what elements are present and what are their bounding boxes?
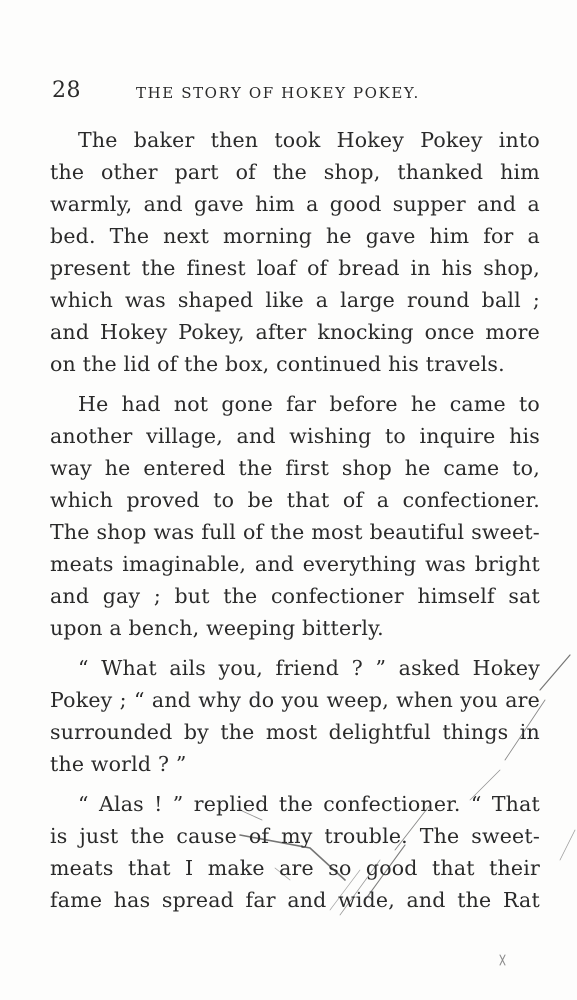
word: a: [527, 224, 540, 248]
word: gay: [102, 584, 141, 608]
text-line: [50, 156, 540, 188]
word: be: [247, 488, 274, 512]
word: confectioner.: [323, 792, 461, 816]
word: took: [274, 128, 321, 152]
word: part: [174, 160, 219, 184]
word: shop,: [483, 256, 540, 280]
word: and: [406, 888, 446, 912]
word: “: [78, 656, 89, 680]
word: far: [286, 392, 317, 416]
word: imaginable,: [122, 552, 247, 576]
word: that: [286, 488, 330, 512]
word: and: [50, 320, 90, 344]
word: trouble.: [324, 824, 408, 848]
word: everything: [302, 552, 417, 576]
word: supper: [392, 192, 466, 216]
word: Hokey: [100, 320, 168, 344]
word: a: [376, 488, 390, 512]
word: shaped: [177, 288, 254, 312]
word: full: [201, 520, 237, 544]
word: a: [315, 288, 329, 312]
word: him: [429, 224, 470, 248]
word: baker: [133, 128, 195, 152]
word: “: [470, 792, 482, 816]
word: fame: [50, 888, 103, 912]
word: the: [220, 720, 255, 744]
paragraph: [50, 788, 540, 916]
word: the: [141, 256, 176, 280]
word: but: [174, 584, 210, 608]
word: shop,: [323, 160, 381, 184]
word: What: [101, 656, 157, 680]
word: do: [248, 688, 275, 712]
word: of: [242, 520, 264, 544]
word: before: [329, 392, 398, 416]
word: bed.: [50, 224, 96, 248]
word: him: [255, 192, 295, 216]
word: a: [527, 192, 540, 216]
word: for: [483, 224, 514, 248]
text-line: [50, 124, 540, 156]
word: Pokey: [50, 688, 113, 712]
text-line: [50, 420, 540, 452]
text-line: [50, 716, 540, 748]
paragraph: [50, 652, 540, 780]
word: most: [265, 720, 318, 744]
word: wishing: [289, 424, 372, 448]
word: “: [78, 792, 89, 816]
word: cause: [176, 824, 237, 848]
word: beautiful: [369, 520, 465, 544]
word: which: [50, 488, 113, 512]
word: and: [236, 424, 276, 448]
word: he: [404, 456, 431, 480]
word: a: [306, 192, 319, 216]
word: their: [489, 856, 540, 880]
word: the: [457, 888, 492, 912]
word: Rat: [502, 888, 540, 912]
word: the: [272, 160, 307, 184]
word: his: [509, 424, 540, 448]
word: sat: [508, 584, 540, 608]
text-line: [50, 188, 540, 220]
word: in: [519, 720, 540, 744]
text-line: the world ? ”: [50, 752, 187, 776]
word: loaf: [256, 256, 297, 280]
word: round: [406, 288, 470, 312]
word: finest: [186, 256, 246, 280]
word: He: [78, 392, 109, 416]
word: is: [50, 824, 68, 848]
word: that: [127, 856, 171, 880]
text-line: [50, 284, 540, 316]
word: the: [278, 792, 313, 816]
word: ails: [169, 656, 206, 680]
word: morning: [223, 224, 313, 248]
word: That: [491, 792, 540, 816]
word: way: [50, 456, 92, 480]
word: in: [410, 256, 431, 280]
text-line: [50, 484, 540, 516]
word: has: [113, 888, 151, 912]
text-line: [50, 452, 540, 484]
word: wide,: [338, 888, 395, 912]
word: things: [442, 720, 509, 744]
word: shop: [96, 520, 147, 544]
word: gone: [221, 392, 273, 416]
word: ?: [351, 656, 363, 680]
word: after: [255, 320, 307, 344]
word: sweet-: [471, 520, 540, 544]
word: was: [153, 520, 195, 544]
text-line: [50, 548, 540, 580]
word: Hokey: [336, 128, 405, 152]
word: like: [265, 288, 304, 312]
word: shop: [341, 456, 392, 480]
word: confectioner.: [402, 488, 540, 512]
text-line: [50, 316, 540, 348]
word: of: [248, 824, 270, 848]
word: inquire: [419, 424, 496, 448]
page-number: 28: [52, 78, 81, 103]
text-line: [50, 220, 540, 252]
word: not: [173, 392, 209, 416]
word: and: [287, 888, 327, 912]
word: !: [154, 792, 163, 816]
word: I: [185, 856, 194, 880]
text-line: on the lid of the box, continued his travels.: [50, 352, 505, 376]
word: Hokey: [472, 656, 540, 680]
word: The: [109, 224, 150, 248]
word: to: [213, 488, 235, 512]
word: make: [207, 856, 265, 880]
word: meats: [50, 856, 114, 880]
word: that: [431, 856, 475, 880]
word: asked: [398, 656, 461, 680]
word: then: [210, 128, 259, 152]
word: he: [410, 392, 437, 416]
word: by: [183, 720, 209, 744]
text-line: [50, 788, 540, 820]
word: entered: [143, 456, 226, 480]
word: was: [124, 288, 166, 312]
text-line: [50, 652, 540, 684]
word: gave: [365, 224, 416, 248]
word: of: [307, 256, 328, 280]
paragraph: [50, 124, 540, 380]
word: him: [500, 160, 540, 184]
word: gave: [193, 192, 244, 216]
word: delightful: [328, 720, 431, 744]
word: was: [425, 552, 466, 576]
word: to,: [512, 456, 540, 480]
word: came: [449, 392, 506, 416]
word: to: [518, 392, 540, 416]
word: ”: [375, 656, 387, 680]
word: into: [498, 128, 540, 152]
word: he: [326, 224, 352, 248]
word: The: [50, 520, 90, 544]
word: Alas: [98, 792, 144, 816]
word: of: [342, 488, 364, 512]
word: had: [121, 392, 161, 416]
word: other: [101, 160, 158, 184]
word: to: [384, 424, 406, 448]
word: once: [424, 320, 475, 344]
word: proved: [126, 488, 200, 512]
word: large: [340, 288, 396, 312]
word: more: [485, 320, 540, 344]
word: Pokey: [420, 128, 483, 152]
word: knocking: [317, 320, 414, 344]
word: ;: [532, 288, 540, 312]
word: good: [329, 192, 382, 216]
word: his: [441, 256, 473, 280]
word: and: [143, 192, 183, 216]
word: sweet-: [471, 824, 540, 848]
word: friend: [275, 656, 340, 680]
word: confectioner: [270, 584, 404, 608]
word: bright: [474, 552, 540, 576]
word: surrounded: [50, 720, 173, 744]
text-line: [50, 580, 540, 612]
word: village,: [146, 424, 223, 448]
text-line: [50, 684, 540, 716]
word: another: [50, 424, 133, 448]
word: you: [460, 688, 498, 712]
word: came: [443, 456, 500, 480]
word: present: [50, 256, 131, 280]
word: weep,: [326, 688, 389, 712]
word: are: [505, 688, 540, 712]
word: good: [365, 856, 418, 880]
word: far: [245, 888, 276, 912]
text-line: [50, 252, 540, 284]
word: when: [396, 688, 454, 712]
word: my: [281, 824, 313, 848]
word: bread: [338, 256, 400, 280]
word: which: [50, 288, 113, 312]
word: ball: [481, 288, 521, 312]
word: ”: [172, 792, 184, 816]
word: “: [134, 688, 145, 712]
word: just: [79, 824, 119, 848]
word: himself: [417, 584, 495, 608]
word: and: [254, 552, 295, 576]
text-line: [50, 516, 540, 548]
word: warmly,: [50, 192, 133, 216]
text-line: upon a bench, weeping bitterly.: [50, 616, 384, 640]
word: are: [279, 856, 314, 880]
page-header: [50, 78, 530, 108]
text-line: [50, 884, 540, 916]
word: the: [223, 584, 258, 608]
word: ;: [119, 688, 127, 712]
word: you,: [218, 656, 263, 680]
word: so: [328, 856, 352, 880]
word: first: [285, 456, 330, 480]
word: The: [419, 824, 460, 848]
word: the: [270, 520, 305, 544]
running-head: THE STORY OF HOKEY POKEY.: [136, 84, 420, 102]
word: meats: [50, 552, 114, 576]
text-line: [50, 388, 540, 420]
word: Pokey,: [178, 320, 245, 344]
body-text: [50, 124, 540, 924]
word: and: [50, 584, 90, 608]
word: the: [130, 824, 165, 848]
word: the: [238, 456, 273, 480]
word: of: [235, 160, 256, 184]
word: he: [104, 456, 131, 480]
word: ;: [153, 584, 161, 608]
text-line: [50, 852, 540, 884]
word: why: [198, 688, 242, 712]
word: replied: [193, 792, 269, 816]
word: the: [50, 160, 85, 184]
word: The: [78, 128, 118, 152]
word: and: [477, 192, 517, 216]
text-line: [50, 820, 540, 852]
word: and: [151, 688, 192, 712]
word: most: [311, 520, 363, 544]
word: thanked: [397, 160, 484, 184]
word: you: [281, 688, 320, 712]
paragraph: [50, 388, 540, 644]
word: next: [163, 224, 210, 248]
word: spread: [161, 888, 234, 912]
